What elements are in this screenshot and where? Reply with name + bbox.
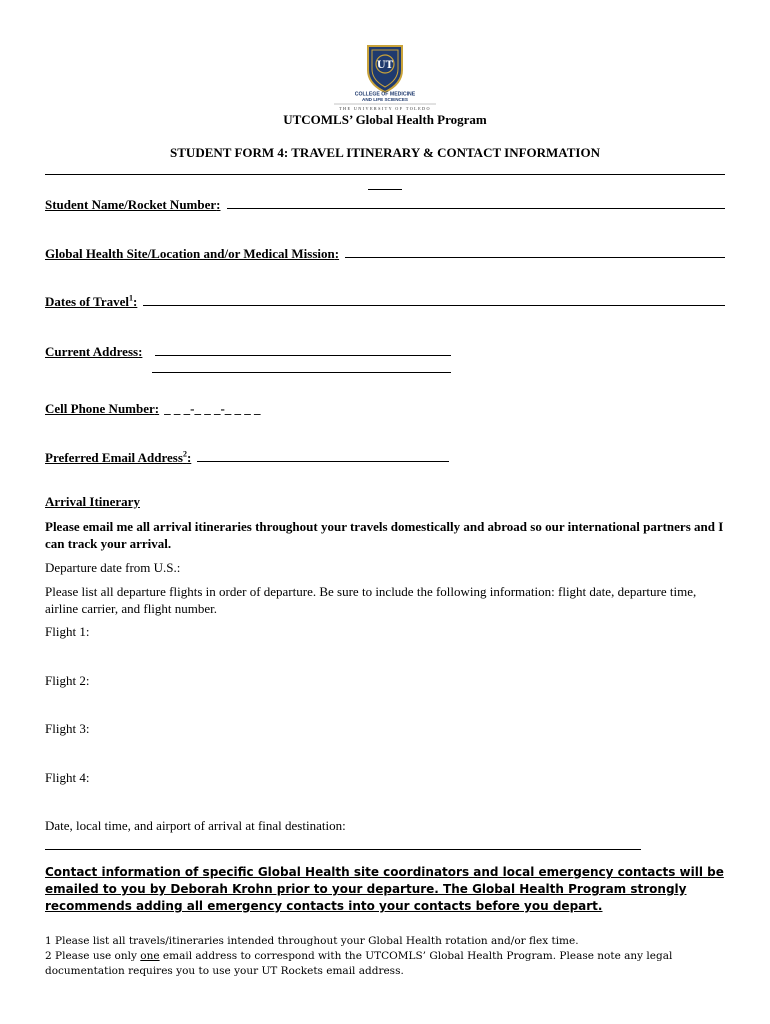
email-label: Preferred Email Address$^2$: (45, 449, 192, 465)
flight-4-label: Flight 4: (45, 770, 90, 785)
dates-field[interactable] (143, 305, 725, 306)
final-destination-label: Date, local time, and airport of arrival at final destination: (45, 818, 346, 833)
form-title: STUDENT FORM 4: TRAVEL ITINERARY & CONTACT INFORMATION (170, 145, 600, 160)
logo-monogram: UT (376, 60, 394, 71)
title-rule (45, 174, 725, 175)
arrival-instruction: Please email me all arrival itineraries throughout your travels domestically and abroad so our international partners and I can track your arrival. (45, 519, 724, 551)
final-destination-field[interactable] (45, 849, 641, 850)
departure-date-label: Departure date from U.S.: (45, 560, 181, 575)
shield-icon (330, 44, 440, 114)
dates-label: Dates of Travel$^1$: (45, 293, 138, 309)
address-field-line-2[interactable] (152, 372, 451, 373)
logo-line-3: THE UNIVERSITY OF TOLEDO (339, 106, 431, 111)
dates-row (45, 290, 725, 310)
site-field[interactable] (345, 257, 725, 258)
title-rule-short (368, 189, 402, 190)
phone-label: Cell Phone Number: (45, 401, 160, 416)
logo-line-1: COLLEGE OF MEDICINE (354, 91, 416, 98)
student-name-label: Student Name/Rocket Number: (45, 197, 221, 212)
ut-logo (330, 44, 440, 114)
contact-notice: Contact information of specific Global Health site coordinators and local emergency contacts will be emailed to you by Deborah Krohn prior to your departure. The Global Health Program strongly recommends adding all emergency contacts into your contacts before you depart. (45, 865, 724, 913)
footnote-2: 2 Please use only one email address to correspond with the UTCOMLS’ Global Health Program. Please note any legal documentation requires you to use your UT Rockets email address. (45, 950, 673, 977)
phone-row (45, 397, 261, 417)
flights-instruction: Please list all departure flights in order of departure. Be sure to include the following information: flight date, departure time, airline carrier, and flight number. (45, 584, 697, 616)
student-name-field[interactable] (227, 208, 726, 209)
address-field-line-1[interactable] (155, 355, 451, 356)
flight-1-label: Flight 1: (45, 624, 90, 639)
footnote-1: 1 Please list all travels/itineraries intended throughout your Global Health rotation and/or flex time. (45, 935, 579, 947)
program-title: UTCOMLS’ Global Health Program (283, 112, 487, 127)
arrival-heading: Arrival Itinerary (45, 494, 140, 509)
email-row (45, 446, 449, 466)
logo-line-2: AND LIFE SCIENCES (362, 97, 408, 102)
site-label: Global Health Site/Location and/or Medical Mission: (45, 246, 340, 261)
address-row (45, 340, 142, 360)
flight-3-label: Flight 3: (45, 721, 90, 736)
email-field[interactable] (197, 461, 449, 462)
flight-2-label: Flight 2: (45, 673, 90, 688)
phone-mask[interactable]: _ _ _-_ _ _-_ _ _ _ (164, 401, 261, 416)
site-row (45, 242, 725, 262)
address-label: Current Address: (45, 344, 143, 359)
student-name-row (45, 193, 725, 213)
